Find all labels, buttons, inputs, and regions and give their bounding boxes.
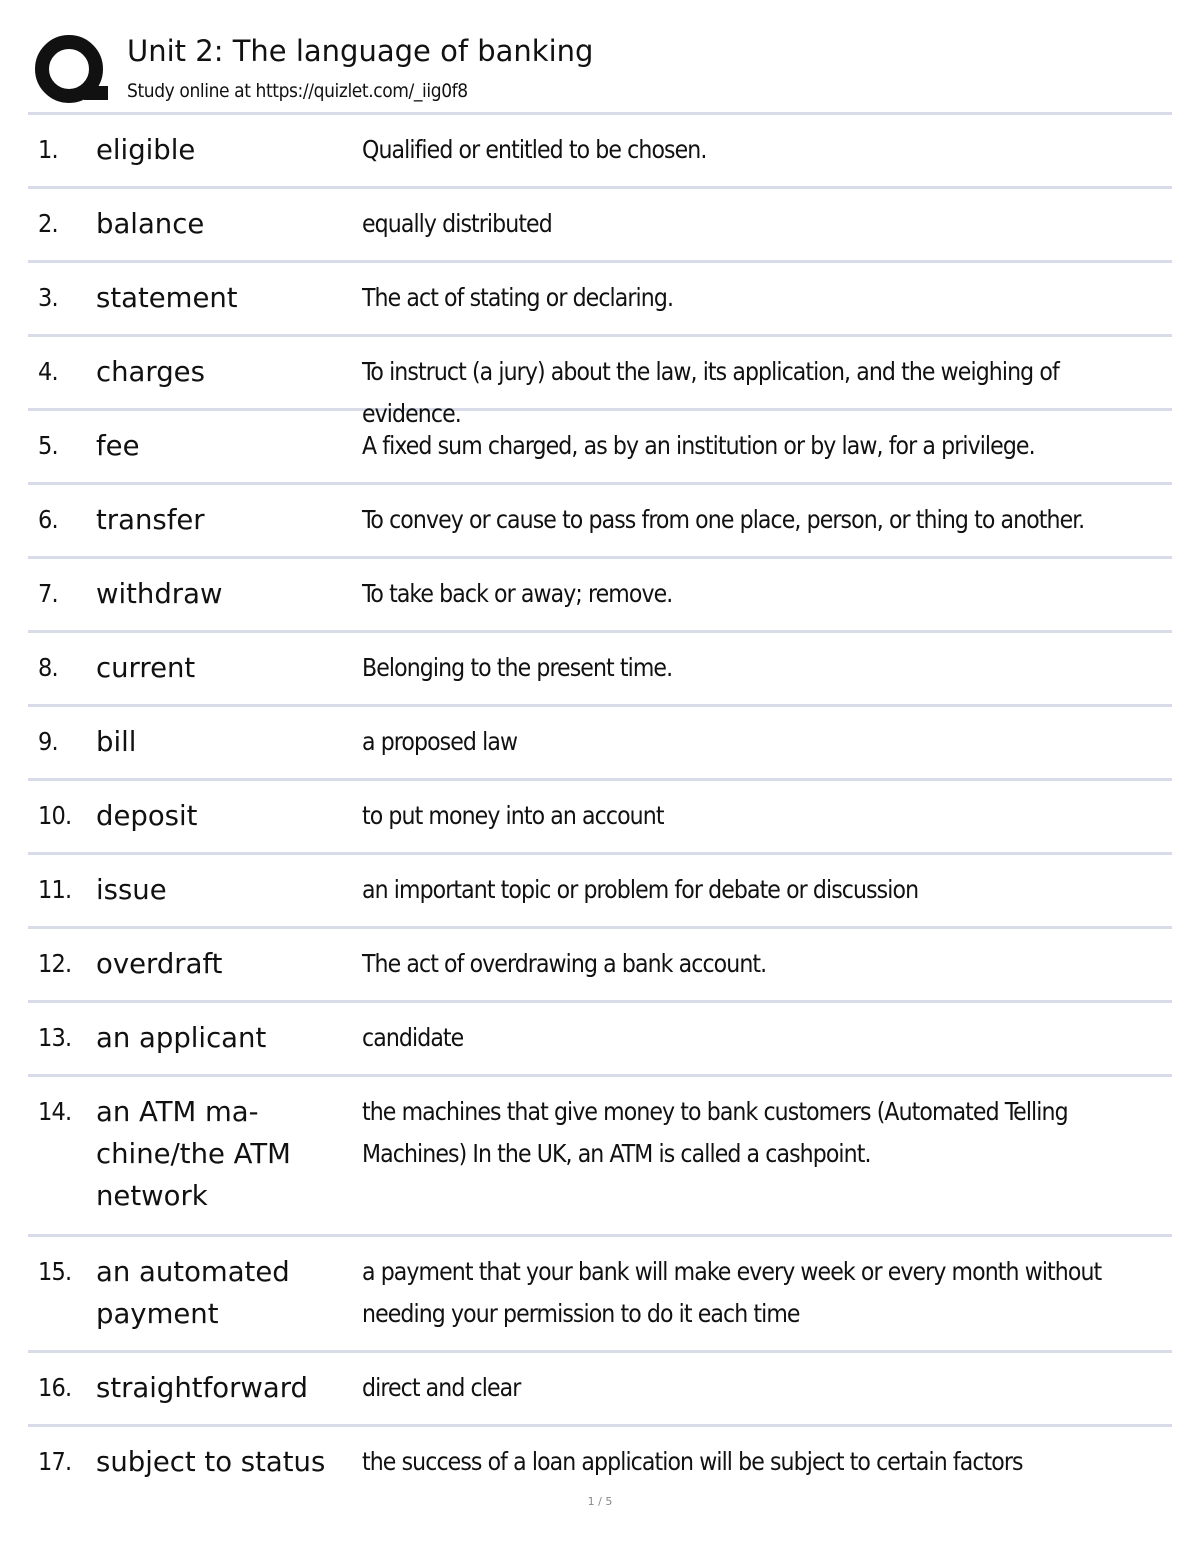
card-row (28, 1237, 1172, 1350)
card-term: deposit (96, 800, 198, 832)
card-term: eligible (96, 134, 196, 166)
card-number: 13. (38, 1023, 72, 1052)
card-number: 15. (38, 1257, 72, 1286)
card-row (28, 485, 1172, 556)
card-row (28, 115, 1172, 186)
card-number: 2. (38, 209, 58, 238)
card-definition: To take back or away; remove. (362, 579, 673, 608)
card-definition: the success of a loan application will be subject to certain factors (362, 1447, 1023, 1476)
card-number: 3. (38, 283, 58, 312)
card-definition: Belonging to the present time. (362, 653, 673, 682)
card-row (28, 1077, 1172, 1234)
card-number: 14. (38, 1097, 72, 1126)
card-row (28, 633, 1172, 704)
card-row (28, 1427, 1172, 1498)
card-definition: to put money into an account (362, 801, 664, 830)
card-definition: To convey or cause to pass from one place, person, or thing to another. (362, 505, 1085, 534)
card-number: 1. (38, 135, 58, 164)
card-number: 4. (38, 357, 58, 386)
card-number: 7. (38, 579, 58, 608)
card-term: current (96, 652, 196, 684)
card-row (28, 781, 1172, 852)
card-term: withdraw (96, 578, 223, 610)
card-term: fee (96, 430, 140, 462)
card-number: 8. (38, 653, 58, 682)
quizlet-logo-icon (32, 32, 110, 110)
card-row (28, 263, 1172, 334)
card-term: overdraft (96, 948, 223, 980)
card-definition: the machines that give money to bank customers (Automated Telling Machines) In the UK, an ATM is called a cashpoint. (362, 1097, 1068, 1168)
card-row (28, 1003, 1172, 1074)
card-number: 11. (38, 875, 72, 904)
card-row (28, 337, 1172, 428)
card-definition: an important topic or problem for debate or discussion (362, 875, 919, 904)
card-term: an applicant (96, 1022, 267, 1054)
card-term: bill (96, 726, 137, 758)
card-definition: The act of stating or declaring. (362, 283, 674, 312)
card-definition: The act of overdrawing a bank account. (362, 949, 767, 978)
card-definition: equally distributed (362, 209, 552, 238)
page-number: 1 / 5 (587, 1495, 613, 1508)
page-title: Unit 2: The language of banking (127, 34, 594, 68)
card-term: charges (96, 356, 205, 388)
card-term: an ATM ma- chine/the ATM network (96, 1096, 291, 1212)
card-term: an automated payment (96, 1256, 290, 1330)
card-definition: A fixed sum charged, as by an institution or by law, for a privilege. (362, 431, 1035, 460)
card-number: 5. (38, 431, 58, 460)
card-row (28, 559, 1172, 630)
study-online-link[interactable]: Study online at https://quizlet.com/_iig0f8 (127, 80, 468, 102)
card-number: 6. (38, 505, 58, 534)
card-term: transfer (96, 504, 205, 536)
card-row (28, 929, 1172, 1000)
card-number: 17. (38, 1447, 72, 1476)
card-row (28, 189, 1172, 260)
card-definition: candidate (362, 1023, 464, 1052)
card-row (28, 855, 1172, 926)
card-definition: a proposed law (362, 727, 518, 756)
flashcard-list (28, 112, 1172, 1498)
card-definition: Qualified or entitled to be chosen. (362, 135, 707, 164)
card-number: 16. (38, 1373, 72, 1402)
card-number: 12. (38, 949, 72, 978)
card-number: 9. (38, 727, 58, 756)
card-term: issue (96, 874, 167, 906)
card-term: statement (96, 282, 238, 314)
card-definition: To instruct (a jury) about the law, its application, and the weighing of evidence. (362, 357, 1059, 428)
card-term: subject to status (96, 1446, 326, 1478)
card-term: balance (96, 208, 205, 240)
card-term: straightforward (96, 1372, 309, 1404)
card-row (28, 707, 1172, 778)
card-definition: a payment that your bank will make every week or every month without needing your permission to do it each time (362, 1257, 1102, 1328)
card-row (28, 1353, 1172, 1424)
card-definition: direct and clear (362, 1373, 521, 1402)
page-header (28, 28, 1172, 112)
card-number: 10. (38, 801, 72, 830)
